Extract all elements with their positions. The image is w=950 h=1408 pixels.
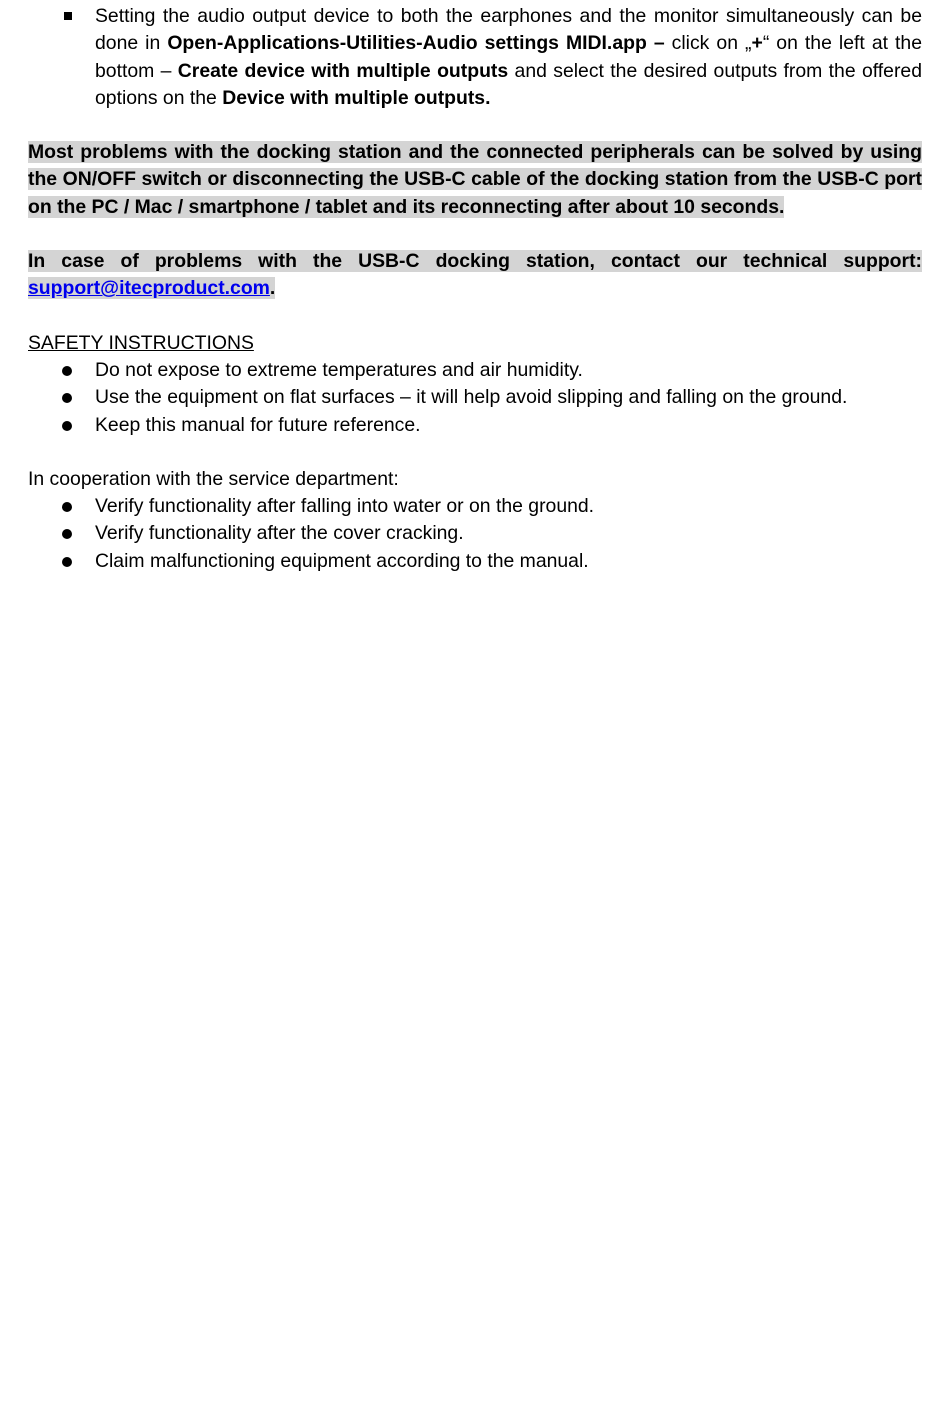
safety-list xyxy=(28,357,922,439)
support-note-end: . xyxy=(269,277,276,300)
list-item: Do not expose to extreme temperatures and air humidity. xyxy=(28,357,922,384)
square-bullet-icon xyxy=(64,12,72,20)
support-note-text: In case of problems with the USB-C docking station, contact our technical support: xyxy=(28,250,922,273)
audio-text-2: click on „ xyxy=(664,32,752,55)
list-item: Use the equipment on flat surfaces – it will help avoid slipping and falling on the ground. xyxy=(28,384,922,411)
problems-note xyxy=(28,139,922,221)
list-item: Verify functionality after the cover cracking. xyxy=(28,520,922,547)
service-intro: In cooperation with the service department: xyxy=(28,467,399,490)
bullet-icon xyxy=(62,502,72,512)
audio-text-1: Setting the audio output device to both the earphones and the monitor simultaneously can be done in xyxy=(95,5,922,55)
audio-create-device-bold: Create device with multiple outputs xyxy=(177,59,509,82)
safety-title: SAFETY INSTRUCTIONS xyxy=(28,331,254,354)
service-list xyxy=(28,493,922,575)
bullet-icon xyxy=(62,529,72,539)
support-note xyxy=(28,248,922,303)
audio-plus-bold: + xyxy=(751,32,763,55)
problems-note-text: Most problems with the docking station and the connected peripherals can be solved by using the ON/OFF switch or disconnecting the USB-C cable of the docking station from the USB-C port on the PC / Mac / smartphone / tablet and its reconnecting after about 10 seconds. xyxy=(28,141,922,218)
audio-device-bold: Device with multiple outputs. xyxy=(222,86,491,109)
audio-path-bold: Open-Applications-Utilities-Audio settings MIDI.app – xyxy=(167,32,665,55)
list-item: Keep this manual for future reference. xyxy=(28,412,922,439)
audio-text-4: and select the desired outputs from the offered options on the xyxy=(95,59,922,109)
list-item: Verify functionality after falling into water or on the ground. xyxy=(28,493,922,520)
bullet-icon xyxy=(62,393,72,403)
document-page xyxy=(28,3,922,575)
support-email-link[interactable]: support@itecproduct.com xyxy=(28,277,270,300)
bullet-icon xyxy=(62,366,72,376)
bullet-icon xyxy=(62,557,72,567)
bullet-icon xyxy=(62,421,72,431)
audio-output-bullet xyxy=(28,3,922,112)
audio-text-3: “ on the left at the bottom – xyxy=(95,32,922,82)
list-item: Claim malfunctioning equipment according to the manual. xyxy=(28,548,922,575)
